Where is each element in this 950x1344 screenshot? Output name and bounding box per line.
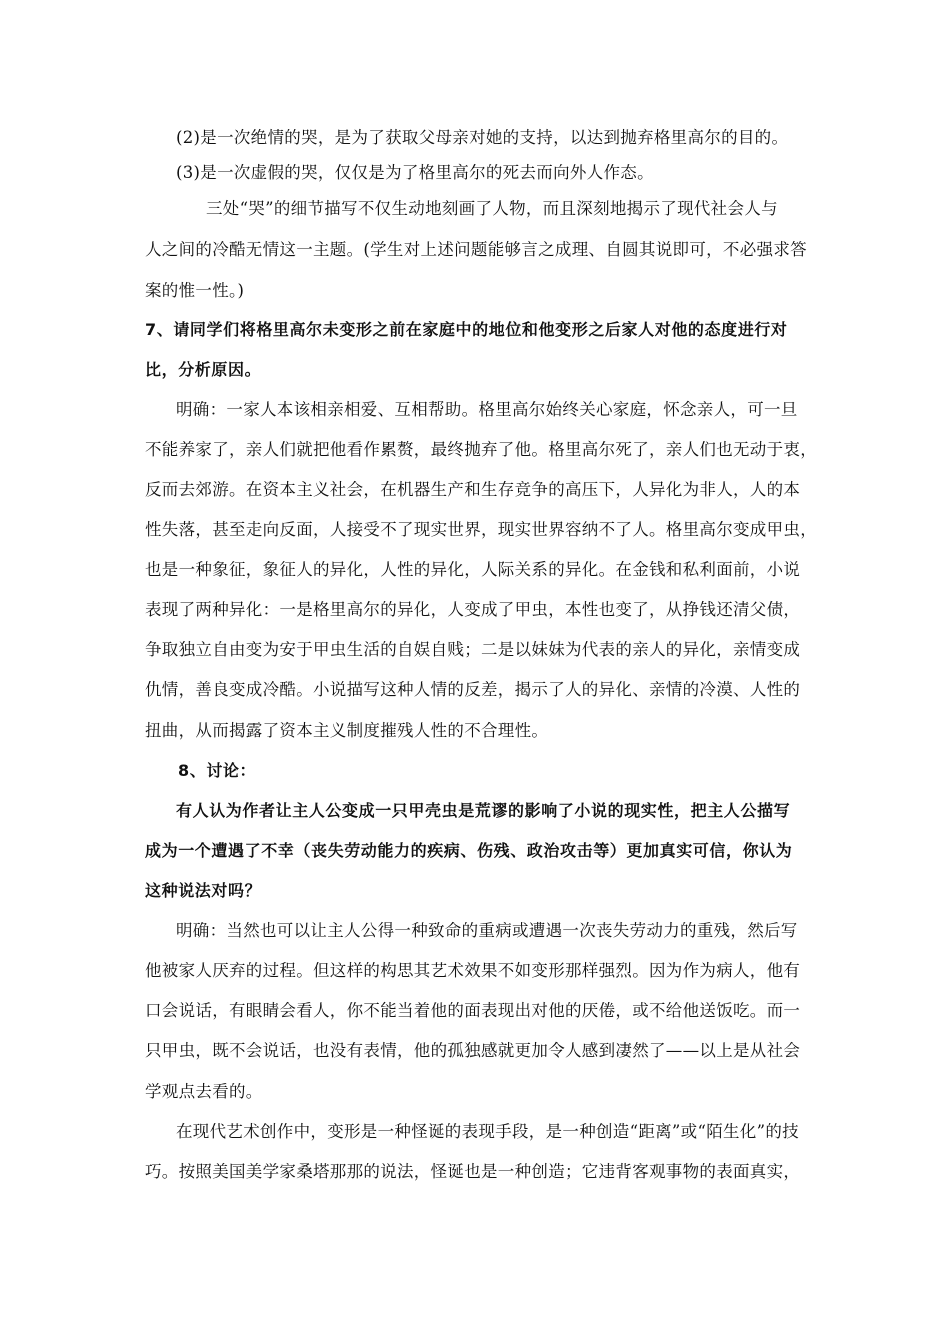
question-line: 这种说法对吗？ <box>145 881 262 900</box>
answer-line: 扭曲，从而揭露了资本主义制度摧残人性的不合理性。 <box>145 721 549 740</box>
discussion-heading: 8、讨论： <box>178 761 257 780</box>
answer-line: 学观点去看的。 <box>145 1082 263 1101</box>
paragraph-line: 巧。按照美国美学家桑塔那那的说法，怪诞也是一种创造；它违背客观事物的表面真实， <box>145 1162 801 1181</box>
question-heading: 比，分析原因。 <box>145 360 262 379</box>
answer-line: 反而去郊游。在资本主义社会，在机器生产和生存竞争的高压下，人异化为非人，人的本 <box>145 480 801 499</box>
question-heading: 7、请同学们将格里高尔未变形之前在家庭中的地位和他变形之后家人对他的态度进行对 <box>145 320 788 339</box>
answer-line: 口会说话，有眼睛会看人，你不能当着他的面表现出对他的厌倦，或不给他送饭吃。而一 <box>145 1001 801 1020</box>
answer-line: 争取独立自由变为安于甲虫生活的自娱自贱；二是以妹妹为代表的亲人的异化，亲情变成 <box>145 640 801 659</box>
question-line: 成为一个遭遇了不幸（丧失劳动能力的疾病、伤残、政治攻击等）更加真实可信，你认为 <box>145 841 793 860</box>
answer-line: 仇情，善良变成冷酷。小说描写这种人情的反差，揭示了人的异化、亲情的冷漠、人性的 <box>145 680 801 699</box>
answer-line: 明确：一家人本该相亲相爱、互相帮助。格里高尔始终关心家庭，怀念亲人，可一旦 <box>176 400 798 419</box>
paragraph-line: 在现代艺术创作中，变形是一种怪诞的表现手段，是一种创造“距离”或“陌生化”的技 <box>176 1122 799 1141</box>
answer-line: 只甲虫，既不会说话，也没有表情，他的孤独感就更加令人感到凄然了——以上是从社会 <box>145 1041 801 1060</box>
paragraph-line: 人之间的冷酷无情这一主题。(学生对上述问题能够言之成理、自圆其说即可，不必强求答 <box>145 240 807 259</box>
question-line: 有人认为作者让主人公变成一只甲壳虫是荒谬的影响了小说的现实性，把主人公描写 <box>176 801 791 820</box>
answer-line: 也是一种象征，象征人的异化，人性的异化，人际关系的异化。在金钱和私利面前，小说 <box>145 560 801 579</box>
answer-line: 明确：当然也可以让主人公得一种致命的重病或遭遇一次丧失劳动力的重残，然后写 <box>176 921 798 940</box>
answer-line: 表现了两种异化：一是格里高尔的异化，人变成了甲虫，本性也变了，从挣钱还清父债， <box>145 600 801 619</box>
paragraph-line: 案的惟一性。) <box>145 281 245 300</box>
answer-line: 他被家人厌弃的过程。但这样的构思其艺术效果不如变形那样强烈。因为作为病人，他有 <box>145 961 801 980</box>
answer-line: 不能养家了，亲人们就把他看作累赘，最终抛弃了他。格里高尔死了，亲人们也无动于衷， <box>145 440 817 459</box>
answer-line: 性失落，甚至走向反面，人接受不了现实世界，现实世界容纳不了人。格里高尔变成甲虫， <box>145 520 817 539</box>
paragraph-line: (2)是一次绝情的哭，是为了获取父母亲对她的支持，以达到抛弃格里高尔的目的。 <box>176 128 789 147</box>
paragraph-line: 三处“哭”的细节描写不仅生动地刻画了人物，而且深刻地揭示了现代社会人与 <box>206 199 778 218</box>
paragraph-line: (3)是一次虚假的哭，仅仅是为了格里高尔的死去而向外人作态。 <box>176 163 654 182</box>
